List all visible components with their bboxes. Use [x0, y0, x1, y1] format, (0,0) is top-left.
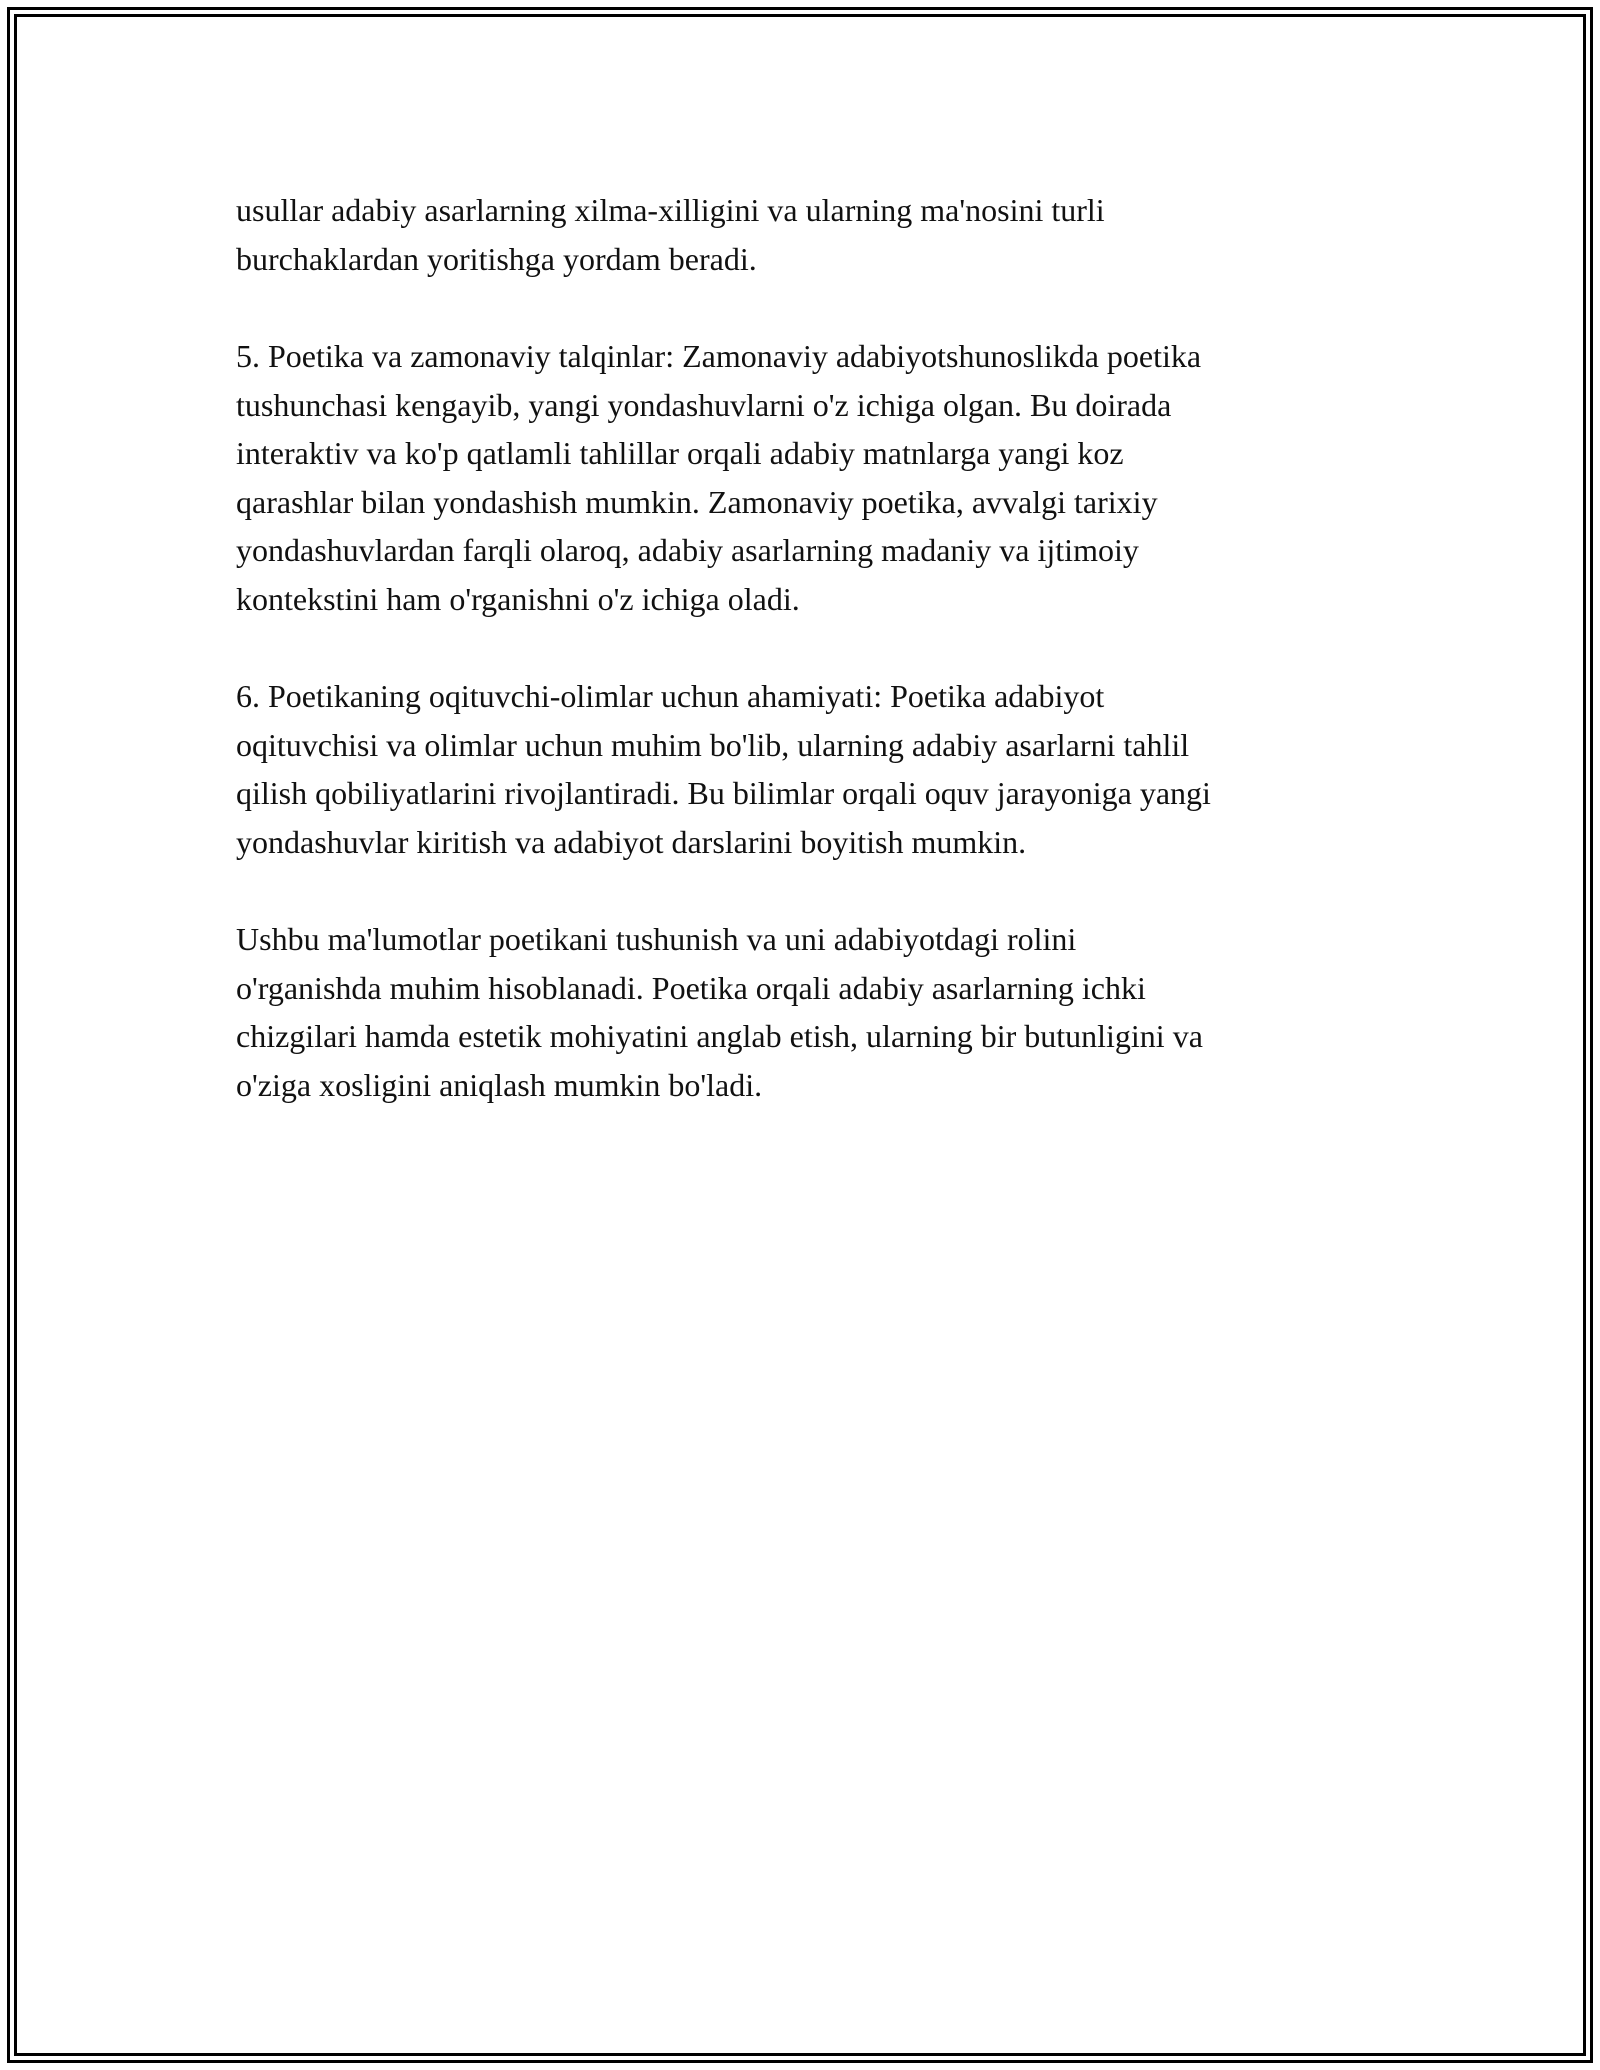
paragraph-section-6: 6. Poetikaning oqituvchi-olimlar uchun ahamiyati: Poetika adabiyot oqituvchisi va olimlar uchun muhim bo'lib, ularning adabiy asarlarni tahlil qilish qobiliyatlarini rivojlantiradi. Bu bilimlar orqali oquv jarayoniga yangi yondashuvlar kiritish va adabiyot darslarini boyitish mumkin.: [236, 678, 1211, 860]
paragraph-section-5: 5. Poetika va zamonaviy talqinlar: Zamonaviy adabiyotshunoslikda poetika tushunchasi kengayib, yangi yondashuvlarni o'z ichiga olgan. Bu doirada interaktiv va ko'p qatlamli tahlillar orqali adabiy matnlarga yangi koz qarashlar bilan yondashish mumkin. Zamonaviy poetika, avvalgi tarixiy yondashuvlardan farqli olaroq, adabiy asarlarning madaniy va ijtimoiy kontekstini ham o'rganishni o'z ichiga oladi.: [236, 338, 1202, 617]
paragraph-intro-continuation: usullar adabiy asarlarning xilma-xilligini va ularning ma'nosini turli burchaklardan yoritishga yordam beradi.: [236, 192, 1105, 277]
document-body: [236, 186, 1366, 1158]
paragraph-conclusion: Ushbu ma'lumotlar poetikani tushunish va uni adabiyotdagi rolini o'rganishda muhim hisoblanadi. Poetika orqali adabiy asarlarning ichki chizgilari hamda estetik mohiyatini anglab etish, ularning bir butunligini va o'ziga xosligini aniqlash mumkin bo'ladi.: [236, 921, 1203, 1103]
